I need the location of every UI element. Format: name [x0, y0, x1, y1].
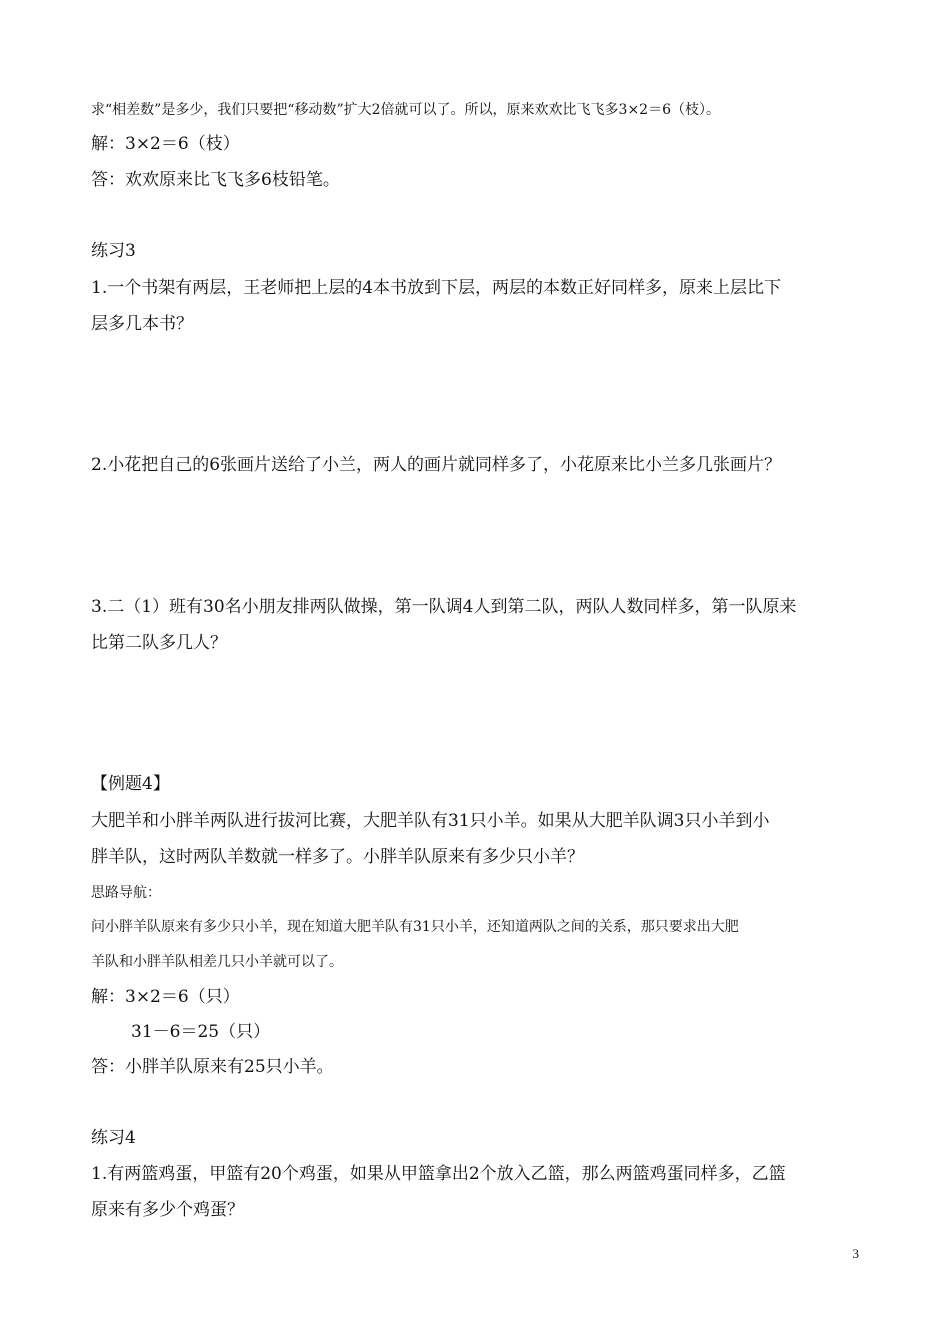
guide-line: 求“相差数”是多少，我们只要把“移动数”扩大2倍就可以了。所以，原来欢欢比飞飞多3×2＝6（枝）。: [91, 102, 720, 118]
practice4-q1-line1: 1.有两篮鸡蛋，甲篮有20个鸡蛋，如果从甲篮拿出2个放入乙篮，那么两篮鸡蛋同样多，乙篮: [91, 1164, 786, 1184]
practice3-q1-line1: 1.一个书架有两层，王老师把上层的4本书放到下层，两层的本数正好同样多，原来上层比下: [91, 278, 782, 298]
answer-line: 答：欢欢原来比飞飞多6枝铅笔。: [91, 170, 340, 190]
solution-line: 解：3×2＝6（枝）: [91, 134, 240, 154]
example4-problem-line1: 大肥羊和小胖羊两队进行拔河比赛，大肥羊队有31只小羊。如果从大肥羊队调3只小羊到小: [91, 811, 770, 831]
example4-guide-label: 思路导航：: [91, 885, 161, 901]
practice3-q2-line1: 2.小花把自己的6张画片送给了小兰，两人的画片就同样多了，小花原来比小兰多几张画片？: [91, 455, 782, 475]
example4-solution-line2: 31－6＝25（只）: [131, 1022, 271, 1042]
page-number: 3: [852, 1246, 859, 1261]
practice3-q1-line2: 层多几本书？: [91, 314, 193, 334]
example4-answer: 答：小胖羊队原来有25只小羊。: [91, 1057, 334, 1077]
example4-guide-line2: 羊队和小胖羊队相差几只小羊就可以了。: [91, 954, 343, 970]
practice4-q1-line2: 原来有多少个鸡蛋？: [91, 1200, 244, 1220]
example4-guide-line1: 问小胖羊队原来有多少只小羊，现在知道大肥羊队有31只小羊，还知道两队之间的关系，那只要求出大肥: [91, 919, 739, 935]
practice4-title: 练习4: [91, 1128, 136, 1148]
practice3-title: 练习3: [91, 241, 136, 261]
practice3-q3-line1: 3.二（1）班有30名小朋友排两队做操，第一队调4人到第二队，两队人数同样多，第一队原来: [91, 597, 797, 617]
example4-problem-line2: 胖羊队，这时两队羊数就一样多了。小胖羊队原来有多少只小羊？: [91, 847, 584, 867]
example4-solution-line1: 解：3×2＝6（只）: [91, 987, 240, 1007]
example4-title: 【例题4】: [91, 774, 170, 794]
practice3-q3-line2: 比第二队多几人？: [91, 633, 227, 653]
